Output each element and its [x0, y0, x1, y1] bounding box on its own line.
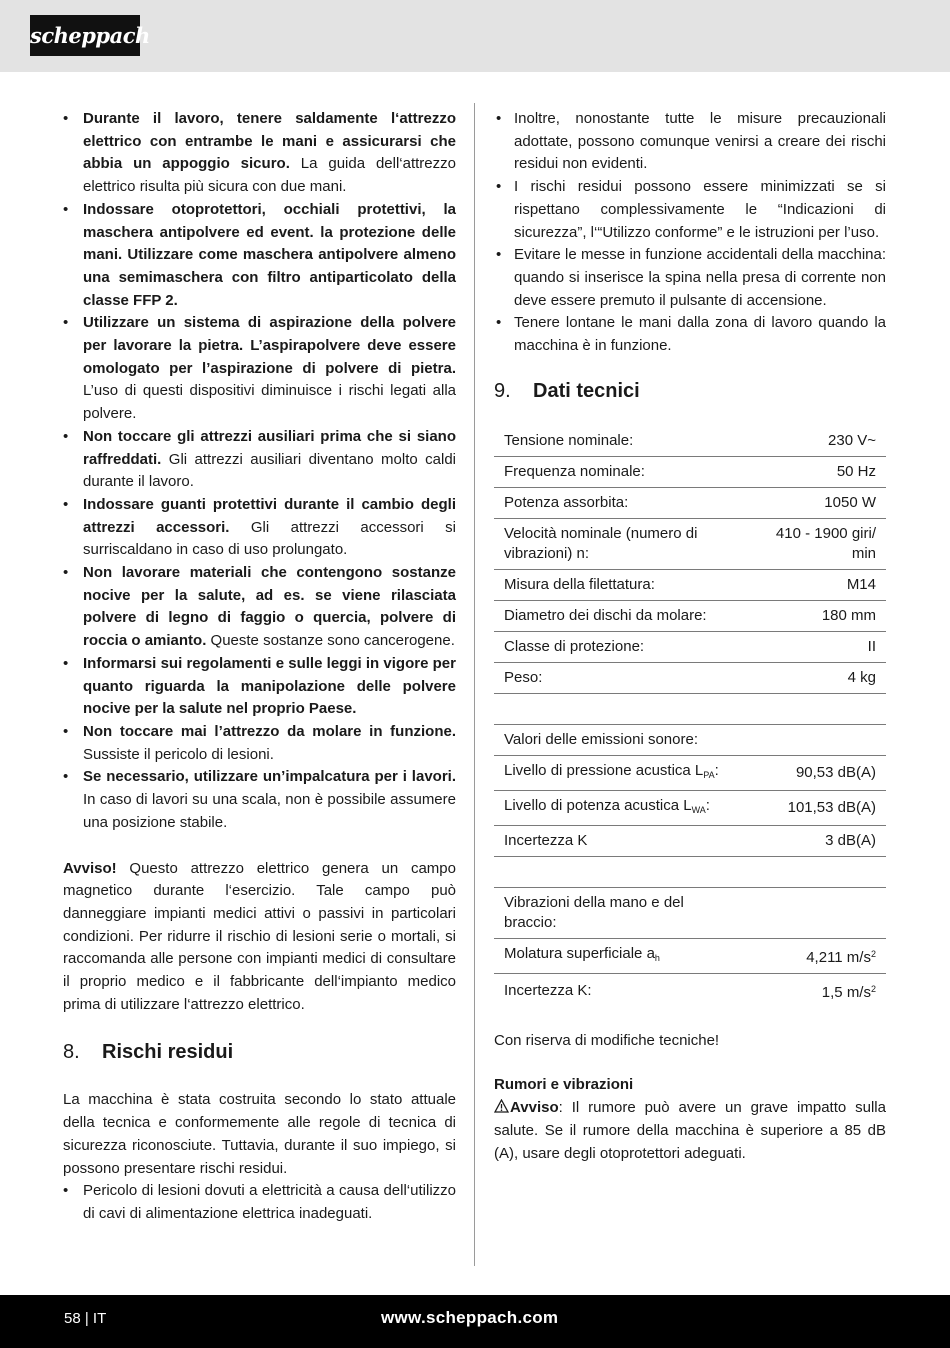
- table-row: Incertezza K 3 dB(A): [494, 825, 886, 856]
- noise-emission-table: [494, 724, 886, 857]
- technical-data-table: [494, 426, 886, 694]
- section-9-heading: 9. Dati tecnici: [494, 379, 640, 402]
- list-item: • Non toccare gli attrezzi ausiliari prima che si siano raffreddati. Gli attrezzi ausiliari diventano molto caldi durante il lavoro.: [63, 426, 456, 494]
- table-row: Tensione nominale: 230 V~: [494, 426, 886, 457]
- table-row: Peso: 4 kg: [494, 662, 886, 693]
- safety-bullet-list: [63, 108, 456, 835]
- list-item: • Evitare le messe in funzione accidentali della macchina: quando si inserisce la spina nella presa di corrente non deve essere premuto il pulsante di accensione.: [494, 244, 886, 312]
- table-row: Potenza assorbita: 1050 W: [494, 487, 886, 518]
- noise-vibration-heading: Rumori e vibrazioni: [494, 1076, 634, 1094]
- noise-warning: Avviso: Il rumore può avere un grave impatto sulla salute. Se il rumore della macchina è superiore a 85 dB (A), usare degli otoprotettori adeguati.: [494, 1099, 886, 1162]
- left-column: [63, 108, 456, 1226]
- page-indicator: 58 | IT: [64, 1310, 107, 1327]
- table-row: Livello di potenza acustica $L_{WA}$: 101,53 dB(A): [494, 790, 886, 825]
- right-column: [494, 108, 886, 1165]
- list-item: • Non toccare mai l’attrezzo da molare in funzione. Sussiste il pericolo di lesioni.: [63, 721, 456, 766]
- table-row: Livello di pressione acustica $L_{PA}$: 90,53 dB(A): [494, 755, 886, 790]
- website-url: www.scheppach.com: [381, 1308, 559, 1327]
- page-footer: [0, 1295, 950, 1348]
- list-item: • I rischi residui possono essere minimizzati se si rispettano complessivamente le “Indicazioni di sicurezza”, l‘“Utilizzo conforme” e le istruzioni per l’uso.: [494, 176, 886, 244]
- list-item: • Se necessario, utilizzare un’impalcatura per i lavori. In caso di lavori su una scala, non è possibile assumere una posizione stabile.: [63, 766, 456, 834]
- column-divider: [474, 103, 475, 1266]
- warning-triangle-icon: [494, 1097, 510, 1120]
- list-item: • Informarsi sui regolamenti e sulle leggi in vigore per quanto riguarda la manipolazione delle polvere nocive per la salute nel proprio Paese.: [63, 653, 456, 721]
- list-item: • Non lavorare materiali che contengono sostanze nocive per la salute, ad es. se viene rilasciata polvere di legno di faggio o quercia, polvere di roccia o amianto. Queste sostanze sono cancerogene.: [63, 562, 456, 653]
- table-row: Molatura superficiale $a_h$ 4,211 $m/s^2$: [494, 938, 886, 973]
- section-8-intro: La macchina è stata costruita secondo lo stato attuale della tecnica e conformemente alle regole di tecnica di sicurezza riconosciute. Tuttavia, durante il suo impiego, si possono presentare rischi residui.: [63, 1091, 456, 1177]
- table-row: Velocità nominale (numero di vibrazioni) n: 410 - 1900 giri/ min: [494, 518, 886, 569]
- page-header: [0, 0, 950, 72]
- residual-risk-list: [63, 1180, 456, 1225]
- section-8-heading: 8. Rischi residui: [63, 1041, 234, 1064]
- list-item: • Pericolo di lesioni dovuti a elettricità a causa dell‘utilizzo di cavi di alimentazione elettrica inadeguati.: [63, 1180, 456, 1225]
- list-item: • Durante il lavoro, tenere saldamente l‘attrezzo elettrico con entrambe le mani e assicurarsi che abbia un appoggio sicuro. La guida dell‘attrezzo elettrico risulta più sicura con due mani.: [63, 108, 456, 199]
- technical-reserve-note: Con riserva di modifiche tecniche!: [494, 1031, 720, 1049]
- table-row: Incertezza K: 1,5 $m/s^2$: [504, 981, 876, 1001]
- list-item: • Inoltre, nonostante tutte le misure precauzionali adottate, possono comunque venirsi a creare dei rischi residui non evidenti.: [494, 108, 886, 176]
- list-item: • Tenere lontane le mani dalla zona di lavoro quando la macchina è in funzione.: [494, 312, 886, 357]
- residual-risk-list-continued: [494, 108, 886, 358]
- list-item: • Indossare otoprotettori, occhiali protettivi, la maschera antipolvere ed event. la protezione delle mani. Utilizzare come maschera antipolvere almeno una semimaschera con filtro antiparticolato della classe FFP 2.: [63, 199, 456, 313]
- table-row: Valori delle emissioni sonore:: [494, 724, 886, 755]
- magnetic-field-warning: Avviso! Questo attrezzo elettrico genera un campo magnetico durante l‘esercizio. Tale campo può danneggiare impianti medici attivi o passivi in particolari condizioni. Per ridurre il rischio di lesioni serie o mortali, si raccomanda alle persone con impianti medici di consultare il proprio medico e il fabbricante dell‘impianto medico prima di utilizzare l‘attrezzo elettrico.: [63, 859, 456, 1013]
- table-row: Classe di protezione: II: [494, 631, 886, 662]
- list-item: • Utilizzare un sistema di aspirazione della polvere per lavorare la pietra. L’aspirapolvere deve essere omologato per l’aspirazione di polvere di pietra. L’uso di questi dispositivi diminuisce i rischi legati alla polvere.: [63, 312, 456, 426]
- scheppach-logo: scheppach: [30, 15, 140, 56]
- table-row: Vibrazioni della mano e del braccio:: [494, 887, 886, 938]
- vibration-table: [494, 887, 886, 1008]
- table-row: Frequenza nominale: 50 Hz: [494, 456, 886, 487]
- list-item: • Indossare guanti protettivi durante il cambio degli attrezzi accessori. Gli attrezzi accessori si surriscaldano in caso di uso prolungato.: [63, 494, 456, 562]
- table-row: Misura della filettatura: M14: [494, 569, 886, 600]
- table-row: Diametro dei dischi da molare: 180 mm: [494, 600, 886, 631]
